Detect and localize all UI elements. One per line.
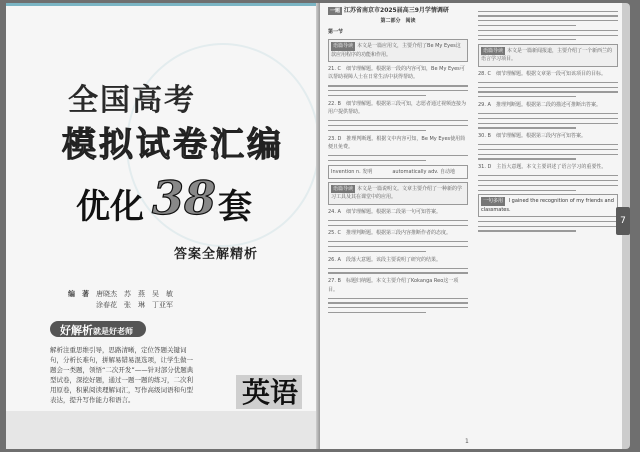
text-line <box>328 85 468 86</box>
text-line <box>478 158 576 159</box>
text-line <box>478 230 576 231</box>
text-line <box>478 185 618 186</box>
reading-guide-text-3: 本文是一篇新闻报道，主要介绍了一个新西兰的语言学习项目。 <box>481 48 613 63</box>
side-tab[interactable]: 7 <box>616 207 630 235</box>
text-line <box>478 113 618 114</box>
page-number: 1 <box>465 438 469 445</box>
answer-part: 第二部分 阅读 <box>380 18 416 25</box>
answer-q28: 28. C 细节理解题。根据文章第一段可知该项目的目标。 <box>478 70 607 77</box>
text-line <box>328 298 468 299</box>
answer-page <box>320 3 626 449</box>
text-line <box>478 96 576 97</box>
fill-box-tag: 一句多用 <box>483 198 504 205</box>
cover-page <box>6 3 320 449</box>
text-line <box>328 220 468 221</box>
answer-q26: 26. A 段落大意题。该段主要说明了研究的结果。 <box>328 256 441 263</box>
answer-q22: 22. B 细节理解题。根据第三段可知，志愿者通过视频连接为用户提供帮助。 <box>328 100 466 116</box>
answer-q29: 29. A 推理判断题。根据第二段的描述可推断出答案。 <box>478 102 601 108</box>
text-line <box>478 91 618 92</box>
text-line <box>328 130 426 131</box>
book-spread <box>6 3 630 449</box>
text-line <box>328 155 468 156</box>
answer-header-title: 江苏省南京市2025届高三9月学情调研 <box>344 7 449 14</box>
text-line <box>328 268 468 269</box>
editors-label: 编 著 <box>68 290 89 298</box>
slogan-right: 就是好老师 <box>93 326 133 336</box>
fill-box <box>478 194 618 217</box>
vocab-box: Invention n. 发明 automatically adv. 自动地 <box>328 165 468 179</box>
cover-subject: 英语 <box>242 376 299 409</box>
text-line <box>328 95 426 96</box>
text-line <box>328 120 468 121</box>
text-line <box>328 125 468 126</box>
answer-q21: 21. C 细节理解题。根据第一段的内容可知，Be My Eyes可以帮助视障人士在日常生活中获得帮助。 <box>328 66 465 81</box>
text-line <box>478 175 618 176</box>
cover-title-suffix: 套 <box>218 187 252 227</box>
answer-header <box>328 7 468 15</box>
text-line <box>478 15 618 16</box>
answer-header-badge: 一题 <box>330 8 341 14</box>
text-line <box>478 118 618 119</box>
text-line <box>478 123 618 124</box>
text-line <box>478 154 618 155</box>
text-line <box>328 272 468 273</box>
cover-title-prefix: 优化 <box>76 187 144 227</box>
answer-column-left <box>328 7 468 317</box>
fill-box-text: I gained the recognition of my friends and classmates. <box>481 198 614 213</box>
text-line <box>328 251 426 252</box>
answer-q31: 31. D 主旨大意题。本文主要讲述了语言学习的重要性。 <box>478 164 607 171</box>
text-line <box>478 149 618 150</box>
text-line <box>328 241 468 242</box>
text-line <box>328 246 468 247</box>
text-line <box>478 144 618 145</box>
text-line <box>478 226 618 227</box>
text-line <box>328 225 468 226</box>
text-line <box>478 180 618 181</box>
cover-editors <box>68 289 173 311</box>
answer-column-right <box>478 7 618 235</box>
reading-guide-text-1: 本文是一篇应用文，主要介绍了Be My Eyes这款应用程序的功能和作用。 <box>331 43 461 58</box>
answer-section: 第一节 <box>328 28 344 35</box>
reading-guide-box-2 <box>328 182 468 205</box>
reading-guide-tag-3: 语篇导读 <box>483 48 504 55</box>
text-line <box>328 302 468 303</box>
text-line <box>478 35 618 36</box>
reading-guide-text-2: 本文是一篇说明文。文章主要介绍了一种新的学习工具及其在课堂中的应用。 <box>331 185 463 201</box>
text-line <box>478 82 618 83</box>
text-line <box>328 307 468 308</box>
text-line <box>478 127 576 128</box>
cover-bottom-band <box>6 411 320 449</box>
text-line <box>328 312 426 313</box>
cover-title-line1: 全国高考 <box>68 83 196 118</box>
text-line <box>478 25 576 26</box>
cover-title-line2: 模拟试卷汇编 <box>62 125 284 165</box>
slogan-left: 好解析 <box>60 324 93 337</box>
text-line <box>328 90 468 91</box>
text-line <box>478 11 618 12</box>
answer-q23: 23. D 推理判断题。根据文中内容可知，Be My Eyes使用简便且免费。 <box>328 135 466 150</box>
cover-blurb: 解析注重思维引导，思路清晰，定位答题关键词句，分析长难句，拼解易错易混选项，让学生做一题会一类题，领悟“二次开发”——针对部分优题典型试卷，深挖好题，通过一题一题的练习，二次利用原卷，积累阅读理解词汇，写作高级词语和句型表达，提升写作能力和语言。 <box>50 346 194 404</box>
answer-q27: 27. B 标题归纳题。本文主要介绍了Kokanga Reo这一项目。 <box>328 278 459 293</box>
cover-top-strip <box>6 3 320 6</box>
text-line <box>478 30 618 31</box>
text-line <box>478 39 576 40</box>
editors-row1: 唐晓杰 苏 燕 吴 敏 <box>96 290 173 298</box>
cover-title-number: 38 <box>152 171 217 225</box>
reading-guide-box-3 <box>478 44 618 67</box>
answer-q30: 30. B 细节理解题。根据第三段内容可知答案。 <box>478 133 586 140</box>
text-line <box>478 20 618 21</box>
text-line <box>478 190 576 191</box>
answer-q25: 25. C 推理判断题。根据第三段内容推断作者的态度。 <box>328 230 452 237</box>
text-line <box>478 221 618 222</box>
text-line <box>328 160 426 161</box>
reading-guide-tag-1: 语篇导读 <box>333 43 354 50</box>
answer-q24: 24. A 细节理解题。根据第二段第一句可知答案。 <box>328 208 441 215</box>
cover-subtitle: 答案全解精析 <box>174 247 259 262</box>
reading-guide-box-1 <box>328 39 468 62</box>
cover-slogan <box>50 321 146 337</box>
editors-row2: 涂春花 张 琳 丁亚军 <box>96 301 173 309</box>
text-line <box>478 87 618 88</box>
reading-guide-tag-2: 语篇导读 <box>333 185 354 192</box>
